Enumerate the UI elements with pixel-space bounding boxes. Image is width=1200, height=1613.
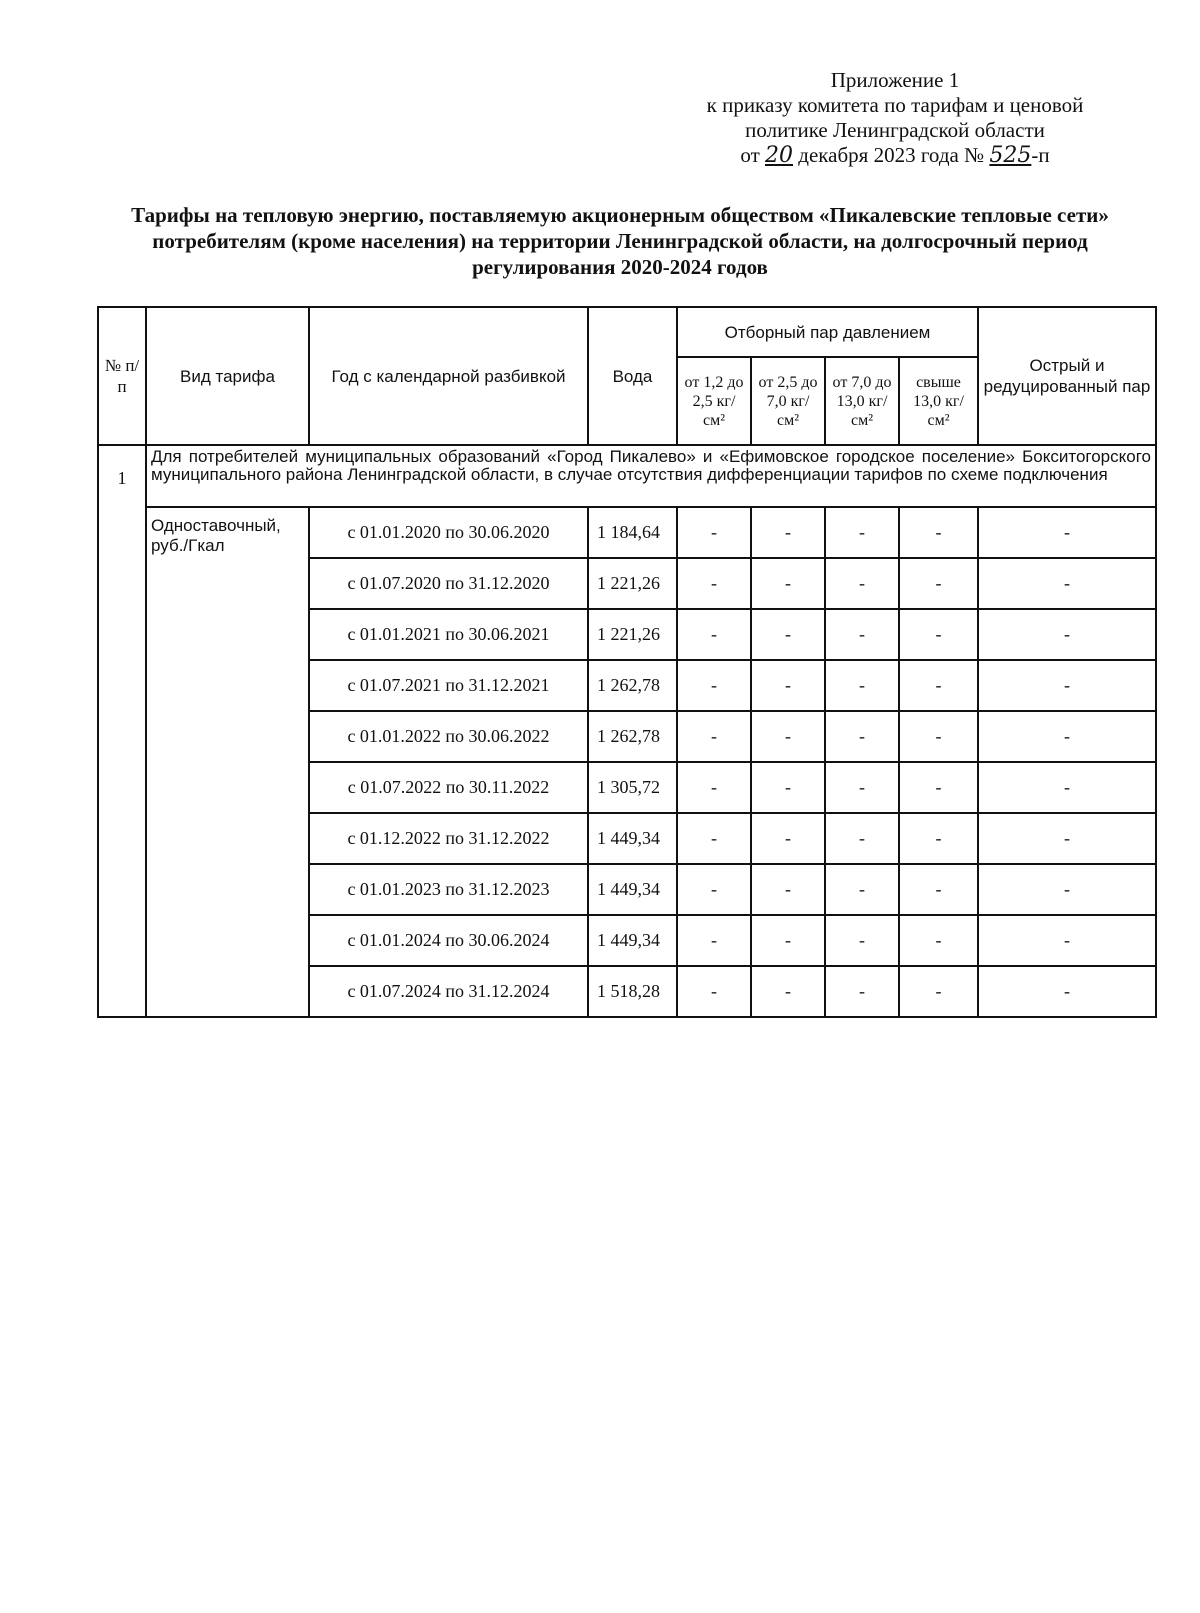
steam-3-cell: - [825,915,899,966]
sharp-steam-cell: - [978,813,1156,864]
steam-3-cell: - [825,711,899,762]
steam-2-cell: - [751,864,825,915]
col-header-type: Вид тарифа [146,307,309,445]
period-cell: с 01.07.2024 по 31.12.2024 [309,966,588,1017]
steam-4-cell: - [899,966,978,1017]
steam-4-cell: - [899,915,978,966]
steam-1-cell: - [677,711,751,762]
water-price-cell: 1 221,26 [588,558,677,609]
sharp-steam-cell: - [978,609,1156,660]
steam-1-cell: - [677,966,751,1017]
appendix-title: Приложение 1 [830,68,960,92]
water-price-cell: 1 184,64 [588,507,677,558]
steam-4-cell: - [899,864,978,915]
steam-3-cell: - [825,507,899,558]
period-cell: с 01.01.2020 по 30.06.2020 [309,507,588,558]
water-price-cell: 1 449,34 [588,813,677,864]
steam-1-cell: - [677,915,751,966]
period-cell: с 01.01.2021 по 30.06.2021 [309,609,588,660]
sharp-steam-cell: - [978,864,1156,915]
section-description: Для потребителей муниципальных образований «Город Пикалево» и «Ефимовское городское поселение» Бокситогорского муниципального района Ленинградской области, в случае отсутствия дифференциации тарифов по схеме подключения [146,445,1156,507]
col-header-steam-4: свыше 13,0 кг/см² [899,357,978,445]
appendix-date-line [660,143,1130,168]
steam-3-cell: - [825,558,899,609]
water-price-cell: 1 305,72 [588,762,677,813]
steam-4-cell: - [899,813,978,864]
tariff-type-cell: Одноставочный, руб./Гкал [146,507,309,1017]
steam-4-cell: - [899,558,978,609]
date-middle: декабря 2023 года № [798,143,985,167]
period-cell: с 01.07.2021 по 31.12.2021 [309,660,588,711]
sharp-steam-cell: - [978,966,1156,1017]
sharp-steam-cell: - [978,762,1156,813]
steam-1-cell: - [677,558,751,609]
sharp-steam-cell: - [978,660,1156,711]
sharp-steam-cell: - [978,711,1156,762]
period-cell: с 01.01.2022 по 30.06.2022 [309,711,588,762]
steam-4-cell: - [899,762,978,813]
appendix-line-order: к приказу комитета по тарифам и ценовой [706,93,1084,117]
date-prefix: от [740,143,760,167]
order-suffix: -п [1031,143,1050,167]
steam-1-cell: - [677,813,751,864]
steam-2-cell: - [751,507,825,558]
steam-1-cell: - [677,609,751,660]
steam-2-cell: - [751,660,825,711]
col-header-steam-2: от 2,5 до 7,0 кг/см² [751,357,825,445]
water-price-cell: 1 449,34 [588,915,677,966]
steam-3-cell: - [825,660,899,711]
water-price-cell: 1 449,34 [588,864,677,915]
sharp-steam-cell: - [978,558,1156,609]
steam-2-cell: - [751,609,825,660]
steam-3-cell: - [825,609,899,660]
document-title: Тарифы на тепловую энергию, поставляемую акционерным обществом «Пикалевские тепловые сети» потребителям (кроме населения) на территории Ленинградской области, на долгосрочный период регулирования 2020-2024 годов [131,203,1109,279]
steam-4-cell: - [899,711,978,762]
col-header-steam-3: от 7,0 до 13,0 кг/см² [825,357,899,445]
steam-2-cell: - [751,915,825,966]
steam-3-cell: - [825,864,899,915]
steam-2-cell: - [751,966,825,1017]
table-row [98,507,1156,558]
water-price-cell: 1 221,26 [588,609,677,660]
steam-2-cell: - [751,558,825,609]
appendix-line-region: политике Ленинградской области [745,118,1045,142]
steam-1-cell: - [677,507,751,558]
steam-2-cell: - [751,762,825,813]
steam-3-cell: - [825,762,899,813]
period-cell: с 01.07.2022 по 30.11.2022 [309,762,588,813]
water-price-cell: 1 262,78 [588,711,677,762]
period-cell: с 01.12.2022 по 31.12.2022 [309,813,588,864]
col-header-period: Год с календарной разбивкой [309,307,588,445]
steam-4-cell: - [899,507,978,558]
water-price-cell: 1 262,78 [588,660,677,711]
steam-1-cell: - [677,762,751,813]
period-cell: с 01.07.2020 по 31.12.2020 [309,558,588,609]
col-header-water: Вода [588,307,677,445]
steam-2-cell: - [751,813,825,864]
period-cell: с 01.01.2024 по 30.06.2024 [309,915,588,966]
section-number: 1 [98,445,146,1017]
handwritten-day: 20 [765,143,794,168]
col-header-steam-group: Отборный пар давлением [677,307,978,357]
appendix-header [660,68,1130,168]
col-header-steam-1: от 1,2 до 2,5 кг/см² [677,357,751,445]
steam-1-cell: - [677,660,751,711]
sharp-steam-cell: - [978,915,1156,966]
sharp-steam-cell: - [978,507,1156,558]
steam-2-cell: - [751,711,825,762]
water-price-cell: 1 518,28 [588,966,677,1017]
col-header-num: № п/п [98,307,146,445]
col-header-sharp-steam: Острый и редуцированный пар [978,307,1156,445]
period-cell: с 01.01.2023 по 31.12.2023 [309,864,588,915]
steam-3-cell: - [825,813,899,864]
steam-4-cell: - [899,609,978,660]
steam-3-cell: - [825,966,899,1017]
steam-1-cell: - [677,864,751,915]
handwritten-order-number: 525 [989,143,1032,168]
steam-4-cell: - [899,660,978,711]
tariff-table [97,306,1157,1018]
